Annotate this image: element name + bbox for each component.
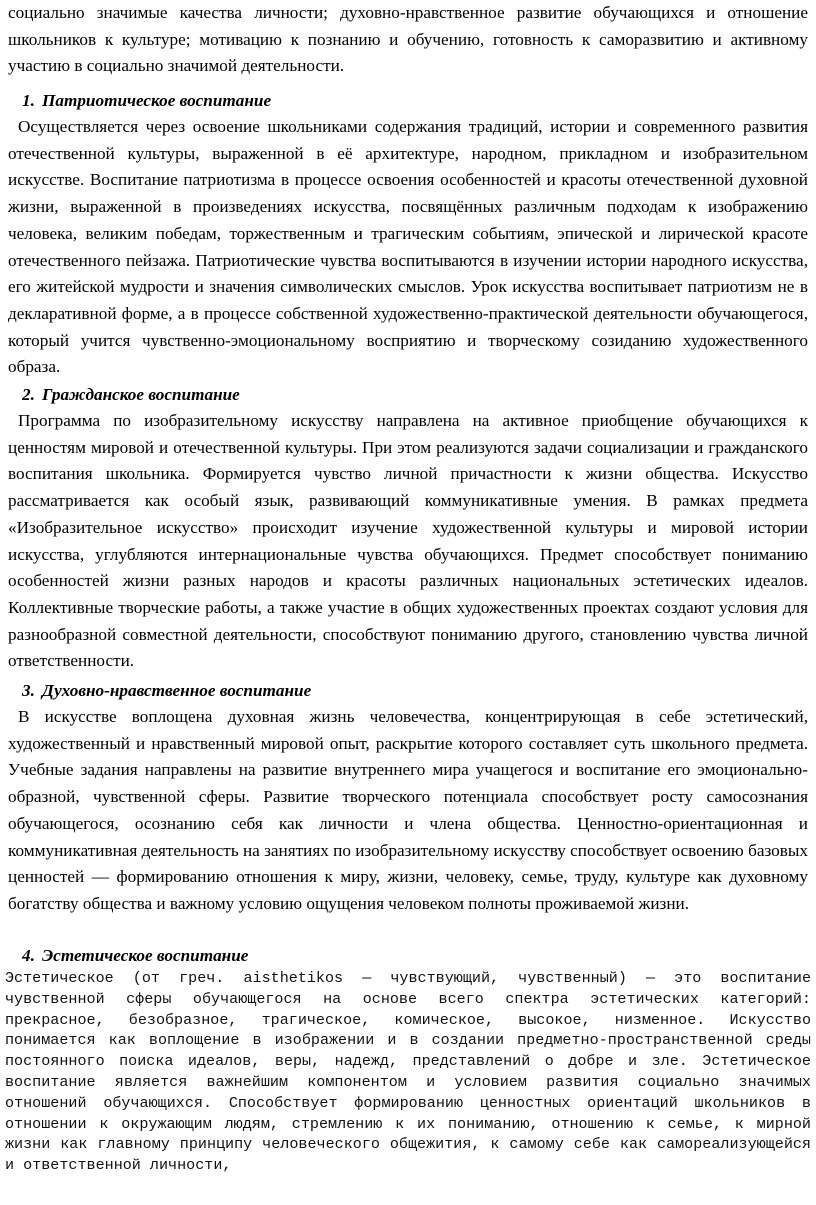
section-paragraph-aesthetic: Эстетическое (от греч. aisthetikos — чувствующий, чувственный) — это воспитание чувственной сферы обучающегося на основе всего спектра эстетических категорий: прекрасное, безобразное, трагическое, комическое, высокое, низменное. Искусство понимается как воплощение в изображении и в создании предметно-пространственной среды постоянного поиска идеалов, веры, надежд, представлений о добре и зле. Эстетическое воспитание является важнейшим компонентом и условием развития социально значимых отношений обучающихся. Способствует формированию ценностных ориентаций школьников в отношении к окружающим людям, стремлению к их пониманию, отношению к семье, к мирной жизни как главному принципу человеческого общежития, к самому себе как самореализующейся и ответственной личности, xyxy=(5,969,811,1175)
section-number: 3. xyxy=(22,681,35,700)
section-paragraph-spiritual: В искусстве воплощена духовная жизнь человечества, концентрирующая в себе эстетический, художественный и нравственный мировой опыт, раскрытие которого составляет суть школьного предмета. Учебные задания направлены на развитие внутреннего мира учащегося и воспитание его эмоционально-образной, чувственной сферы. Развитие творческого потенциала способствует росту самосознания обучающегося, осознанию себя как личности и члена общества. Ценностно-ориентационная и коммуникативная деятельность на занятиях по изобразительному искусству способствует освоению базовых ценностей — формированию отношения к миру, жизни, человеку, семье, труду, культуре как духовному богатству общества и важному условию ощущения человеком полноты проживаемой жизни. xyxy=(8,707,808,913)
section-heading-civic xyxy=(22,384,240,406)
section-number: 2. xyxy=(22,385,35,404)
section-title: Духовно-нравственное воспитание xyxy=(42,681,312,700)
section-title: Эстетическое воспитание xyxy=(42,946,249,965)
section-number: 1. xyxy=(22,91,35,110)
intro-paragraph: социально значимые качества личности; духовно-нравственное развитие обучающихся и отношение школьников к культуре; мотивацию к познанию и обучению, готовность к саморазвитию и активному участию в социально значимой деятельности. xyxy=(8,3,808,76)
section-paragraph-civic: Программа по изобразительному искусству направлена на активное приобщение обучающихся к ценностям мировой и отечественной культуры. При этом реализуются задачи социализации и гражданского воспитания школьника. Формируется чувство личной причастности к жизни общества. Искусство рассматривается как особый язык, развивающий коммуникативные умения. В рамках предмета «Изобразительное искусство» происходит изучение художественной культуры и мировой истории искусства, углубляются интернациональные чувства обучающихся. Предмет способствует пониманию особенностей жизни разных народов и красоты различных национальных эстетических идеалов. Коллективные творческие работы, а также участие в общих художественных проектах создают условия для разнообразной совместной деятельности, способствуют пониманию другого, становлению чувства личной ответственности. xyxy=(8,411,808,671)
section-paragraph-patriotic: Осуществляется через освоение школьниками содержания традиций, истории и современного развития отечественной культуры, выраженной в её архитектуре, народном, прикладном и изобразительном искусстве. Воспитание патриотизма в процессе освоения особенностей и красоты отечественной духовной жизни, выраженной в произведениях искусства, посвящённых различным подходам к изображению человека, великим победам, торжественным и трагическим событиям, эпической и лирической красоте отечественного пейзажа. Патриотические чувства воспитываются в изучении истории народного искусства, его житейской мудрости и значения символических смыслов. Урок искусства воспитывает патриотизм не в декларативной форме, а в процессе собственной художественно-практической деятельности обучающегося, который учится чувственно-эмоциональному восприятию и творческому созиданию художественного образа. xyxy=(8,117,808,377)
section-number: 4. xyxy=(22,946,35,965)
section-heading-aesthetic xyxy=(22,945,248,967)
section-title: Гражданское воспитание xyxy=(42,385,240,404)
section-title: Патриотическое воспитание xyxy=(42,91,272,110)
section-heading-spiritual xyxy=(22,680,311,702)
section-heading-patriotic xyxy=(22,90,271,112)
